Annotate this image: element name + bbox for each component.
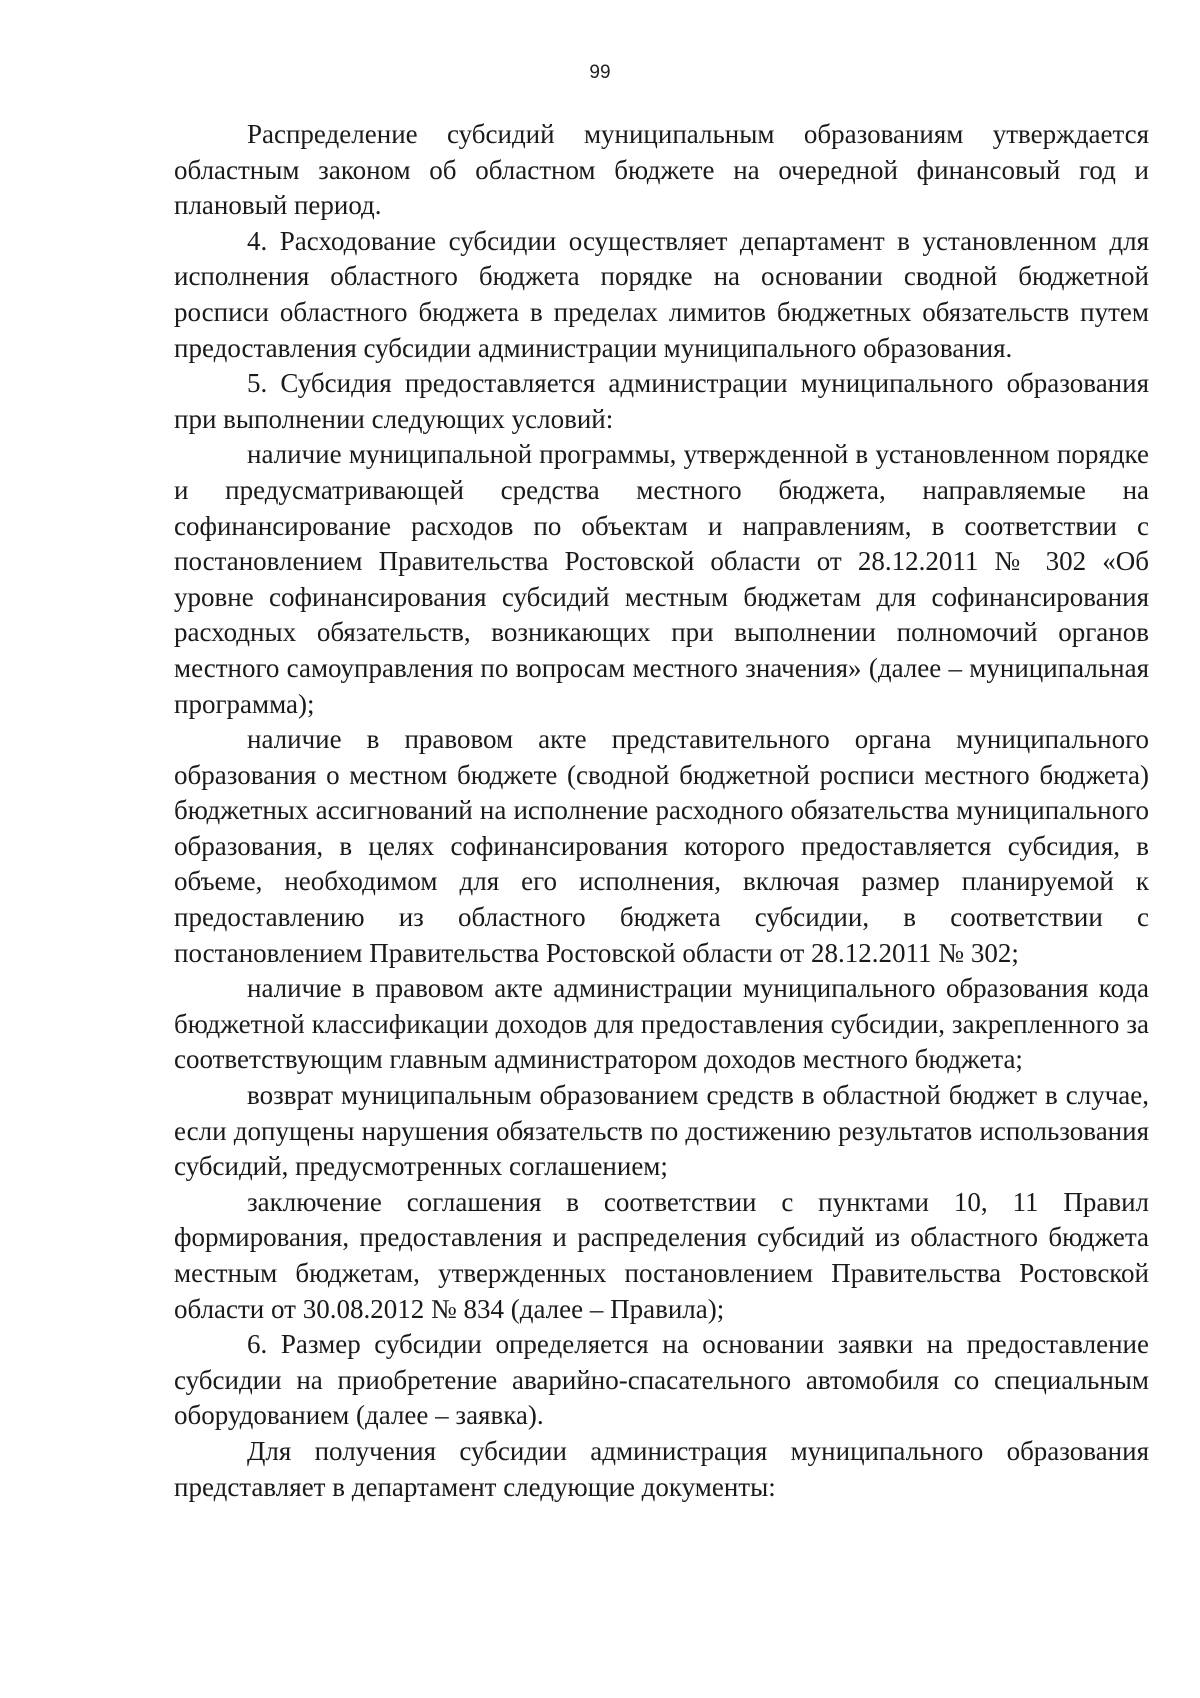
paragraph: заключение соглашения в соответствии с пунктами 10, 11 Правил формирования, предоставления и распределения субсидий из областного бюджета местным бюджетам, утвержденных постановлением Правительства Ростовской области от 30.08.2012 № 834 (далее – Правила); <box>174 1186 1149 1324</box>
paragraph: 4. Расходование субсидии осуществляет департамент в установленном для исполнения областного бюджета порядке на основании сводной бюджетной росписи областного бюджета в пределах лимитов бюджетных обязательств путем предоставления субсидии администрации муниципального образования. <box>174 225 1149 363</box>
paragraph: наличие муниципальной программы, утвержденной в установленном порядке и предусматривающей средства местного бюджета, направляемые на софинансирование расходов по объектам и направлениям, в соответствии с постановлением Правительства Ростовской области от 28.12.2011 № 302 «Об уровне софинансирования субсидий местным бюджетам для софинансирования расходных обязательств, возникающих при выполнении полномочий органов местного самоуправления по вопросам местного значения» (далее – муниципальная программа); <box>174 439 1149 719</box>
paragraph: возврат муниципальным образованием средств в областной бюджет в случае, если допущены нарушения обязательств по достижению результатов использования субсидий, предусмотренных соглашением; <box>174 1080 1149 1182</box>
page-number: 99 <box>589 62 611 83</box>
paragraph: 6. Размер субсидии определяется на основании заявки на предоставление субсидии на приобретение аварийно-спасательного автомобиля со специальным оборудованием (далее – заявка). <box>174 1329 1149 1431</box>
paragraph: наличие в правовом акте администрации муниципального образования кода бюджетной классификации доходов для предоставления субсидии, закрепленного за соответствующим главным администратором доходов местного бюджета; <box>174 973 1149 1075</box>
paragraph: 5. Субсидия предоставляется администрации муниципального образования при выполнении следующих условий: <box>174 368 1149 434</box>
document-body <box>174 117 1149 1505</box>
paragraph: наличие в правовом акте представительного органа муниципального образования о местном бюджете (сводной бюджетной росписи местного бюджета) бюджетных ассигнований на исполнение расходного обязательства муниципального образования, в целях софинансирования которого предоставляется субсидия, в объеме, необходимом для его исполнения, включая размер планируемой к предоставлению из областного бюджета субсидии, в соответствии с постановлением Правительства Ростовской области от 28.12.2011 № 302; <box>174 724 1149 968</box>
paragraph: Для получения субсидии администрация муниципального образования представляет в департамент следующие документы: <box>174 1435 1149 1502</box>
paragraph: Распределение субсидий муниципальным образованиям утверждается областным законом об областном бюджете на очередной финансовый год и плановый период. <box>174 119 1149 221</box>
